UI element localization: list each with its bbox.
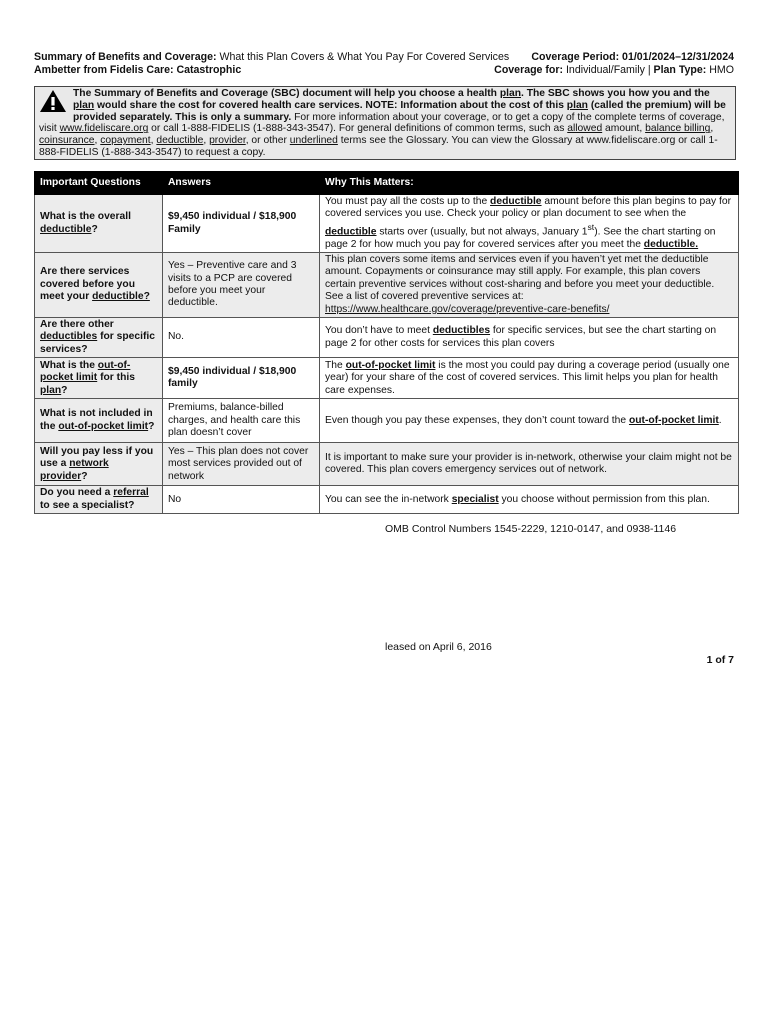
question-cell: What is the out-of-pocket limit for this plan? [35, 358, 163, 399]
term-link[interactable]: deductible [40, 223, 92, 235]
term-allowed-link[interactable]: allowed [567, 123, 603, 135]
question-cell: Are there services covered before you meet your deductible? [35, 253, 163, 318]
header-why-this-matters: Why This Matters: [320, 172, 739, 195]
table-header-row [35, 172, 739, 195]
term-balance-billing-link[interactable]: balance billing [645, 123, 711, 135]
question-cell: Do you need a referral to see a specialist? [35, 486, 163, 514]
answer-cell: No. [163, 318, 320, 358]
plan-term-link[interactable]: plan [499, 88, 521, 99]
term-link[interactable]: deductible? [92, 291, 150, 303]
table-row [35, 486, 739, 514]
important-questions-table [34, 171, 739, 514]
release-date: leased on April 6, 2016 [385, 641, 492, 653]
term-underlined-link[interactable]: underlined [289, 135, 338, 147]
table-row [35, 253, 739, 318]
fideliscare-link[interactable]: www.fideliscare.org [59, 123, 149, 135]
header-answers: Answers [163, 172, 320, 195]
why-cell: You don’t have to meet deductibles for specific services, but see the chart starting on page 2 for other costs for services this plan covers [320, 318, 739, 358]
table-row [35, 399, 739, 443]
why-cell: Even though you pay these expenses, they don’t count toward the out-of-pocket limit. [320, 399, 739, 443]
answer-cell: $9,450 individual / $18,900 family [163, 358, 320, 399]
notice-summary-text: The Summary of Benefits and Coverage (SBC) document will help you choose a health plan. The SBC shows you how you and the plan would share the cost for covered health care services. NOTE: Information about the cost of this plan (called the premium) will be provided separately. This is only a summary. [73, 88, 726, 123]
question-cell: What is not included in the out-of-pocket limit? [35, 399, 163, 443]
answer-cell: Yes – This plan does not cover most services provided out of network [163, 443, 320, 486]
why-cell: The out-of-pocket limit is the most you could pay during a coverage period (usually one year) for your share of the cost of covered services. This limit helps you plan for health care expenses. [320, 358, 739, 399]
term-coinsurance-link[interactable]: coinsurance [39, 135, 95, 147]
page-number: 1 of 7 [706, 654, 734, 666]
term-provider-link[interactable]: provider [209, 135, 246, 147]
table-row [35, 358, 739, 399]
term-link[interactable]: out-of-pocket limit [40, 359, 131, 384]
preventive-care-link[interactable]: https://www.healthcare.gov/coverage/preventive-care-benefits/ [325, 303, 610, 315]
term-link[interactable]: specialist [451, 493, 499, 505]
term-deductible-link[interactable]: deductible [156, 135, 204, 147]
term-copayment-link[interactable]: copayment [100, 135, 151, 147]
term-link[interactable]: out-of-pocket limit [345, 359, 436, 371]
warning-icon [39, 89, 67, 113]
term-link[interactable]: deductible. [643, 238, 699, 250]
plan-term-link[interactable]: plan [566, 99, 588, 111]
header-important-questions: Important Questions [35, 172, 163, 195]
term-link[interactable]: plan [40, 384, 62, 396]
why-cell: It is important to make sure your provider is in-network, otherwise your claim might not be covered. This plan covers emergency services out of network. [320, 443, 739, 486]
term-link[interactable]: network provider [40, 458, 109, 482]
question-cell: What is the overall deductible? [35, 195, 163, 253]
table-row [35, 443, 739, 486]
term-link[interactable]: deductible [325, 226, 377, 238]
table-row [35, 195, 739, 253]
question-cell: Will you pay less if you use a network provider? [35, 443, 163, 486]
why-cell: This plan covers some items and services even if you haven’t yet met the deductible amount. Copayments or coinsurance may still apply. For example, this plan covers certain preventive services without cost-sharing and before you meet your deductible. See a list of covered preventive services at: https://www.healthcare.gov/coverage/preventive-care-benefits/ [320, 253, 739, 318]
document-title: Summary of Benefits and Coverage: What this Plan Covers & What You Pay For Covered Services [34, 51, 510, 63]
question-cell: Are there other deductibles for specific services? [35, 318, 163, 358]
answer-cell: Premiums, balance-billed charges, and health care this plan doesn’t cover [163, 399, 320, 443]
plan-term-link[interactable]: plan [73, 99, 95, 111]
term-link[interactable]: out-of-pocket limit [58, 420, 149, 432]
answer-cell: $9,450 individual / $18,900 Family [163, 195, 320, 253]
term-link[interactable]: deductible [490, 196, 542, 207]
answer-cell: Yes – Preventive care and 3 visits to a PCP are covered before you meet your deductible. [163, 253, 320, 318]
why-cell: You can see the in-network specialist you choose without permission from this plan. [320, 486, 739, 514]
coverage-period: Coverage Period: 01/01/2024–12/31/2024 [531, 51, 734, 63]
term-link[interactable]: out-of-pocket limit [628, 414, 719, 426]
term-link[interactable]: deductibles [40, 331, 98, 343]
term-link[interactable]: referral [113, 487, 149, 499]
table-row [35, 318, 739, 358]
term-link[interactable]: deductibles [432, 325, 491, 337]
coverage-for: Coverage for: Individual/Family | Plan Type: HMO [494, 64, 734, 76]
plan-name: Ambetter from Fidelis Care: Catastrophic [34, 64, 242, 76]
why-cell: You must pay all the costs up to the deductible amount before this plan begins to pay for covered services you use. Check your policy or plan document to see when the deductible starts over (usually, but not always, January 1st). See the chart starting on page 2 for how much you pay for covered services after you meet the deductible. [320, 195, 739, 253]
omb-control-numbers: OMB Control Numbers 1545-2229, 1210-0147, and 0938-1146 [385, 523, 677, 535]
answer-cell: No [163, 486, 320, 514]
sbc-notice-box: The Summary of Benefits and Coverage (SBC) document will help you choose a health plan. The SBC shows you how you and the plan would share the cost for covered health care services. NOTE: Information about the cost of this plan (called the premium) will be provided separately. This is only a summary. For more information about your coverage, or to get a copy of the complete terms of coverage, visit www.fideliscare.org or call 1-888-FIDELIS (1-888-343-3547). For general definitions of common terms, such as allowed amount, balance billing, coinsurance, copayment, deductible, provider, or other underlined terms see the Glossary. You can view the Glossary at www.fideliscare.org or call 1-888-FIDELIS (1-888-343-3547) to request a copy. [34, 86, 736, 160]
